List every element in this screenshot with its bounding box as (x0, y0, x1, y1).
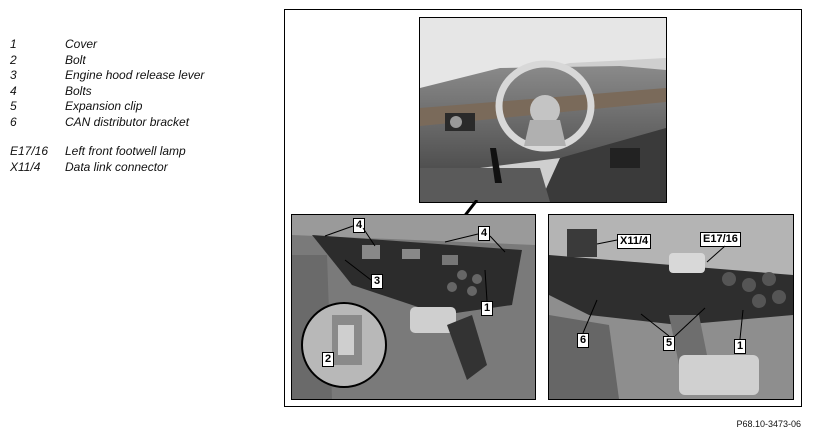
legend-item: 2 Bolt (10, 52, 86, 67)
legend-item: 1 Cover (10, 37, 98, 51)
callout-bolts-left-b: 4 (478, 226, 490, 241)
callout-bolt: 2 (322, 352, 334, 367)
callout-hood-release: 3 (371, 274, 383, 289)
callout-leaders (285, 10, 801, 406)
callout-can-bracket: 6 (577, 333, 589, 348)
legend-item: 3 Engine hood release lever (10, 68, 205, 82)
legend (10, 37, 280, 175)
component-item: X11/4 Data link connector (10, 159, 168, 174)
callout-data-link-connector: X11/4 (617, 234, 651, 249)
legend-item: 4 Bolts (10, 83, 92, 98)
figure-id: P68.10-3473-06 (736, 419, 801, 429)
callout-expansion-clip: 5 (663, 336, 675, 351)
callout-bolts-left-a: 4 (353, 218, 365, 233)
callout-cover-right: 1 (734, 339, 746, 354)
component-item: E17/16 Left front footwell lamp (10, 144, 186, 158)
figure-frame (284, 9, 802, 407)
callout-footwell-lamp: E17/16 (700, 232, 741, 247)
callout-cover-left: 1 (481, 301, 493, 316)
legend-item: 5 Expansion clip (10, 99, 143, 113)
legend-item: 6 CAN distributor bracket (10, 114, 190, 129)
